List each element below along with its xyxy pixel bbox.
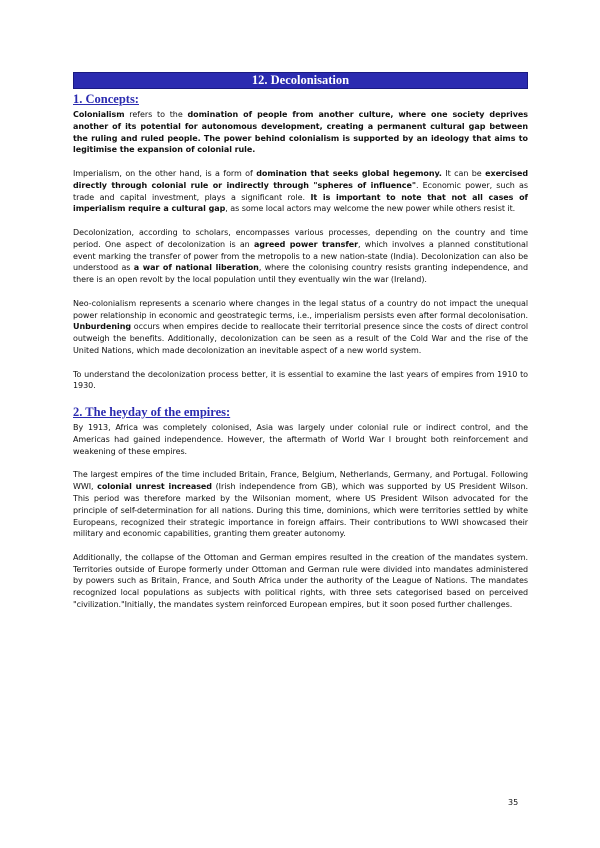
paragraph-largest-empires [73,469,528,540]
text-run: Imperialism, on the other hand, is a form of [73,168,257,178]
paragraph-understanding: To understand the decolonization process better, it is essential to examine the last years of empires from 1910 to 1930. [73,369,528,391]
paragraph-neo-colonialism [73,298,528,357]
chapter-title: 12. Decolonisation [73,72,528,89]
term-colonialism: Colonialism [73,110,125,119]
text-run: Decolonization, according to scholars, encompasses various processes, depending on the country and time period. One aspect of decolonization is an [73,227,528,249]
paragraph-imperialism [73,168,528,215]
bold-run: domination that seeks global hegemony. [256,168,442,178]
text-run: occurs when empires decide to reallocate their territorial presence since the costs of direct control outweigh the benefits. Additionally, decolonization can be seen as a result of the Cold War and the rise of the United Nations, which made decolonization an inevitable aspect of a new world system. [73,322,528,355]
bold-run: colonial unrest increased [97,482,212,492]
paragraph-mandates: Additionally, the collapse of the Ottoman and German empires resulted in the creation of the mandates system. Territories outside of Europe formerly under Ottoman and German rule were divided into mandates administered by powers such as Britain, France, and South Africa under the authority of the League of Nations. The mandates recognized local populations as subjects with political rights, with three sets categorised based on perceived "civilization."Initially, the mandates system reinforced European empires, but it soon posed further challenges. [73,552,528,610]
text-run: , as some local actors may welcome the new power while others resist it. [225,204,516,214]
paragraph-decolonization [73,227,528,286]
text-run: , which involves a planned constitutional event marking the transfer of power from the metropolis to a new nation-state (India). Decolonization can also be understood as [73,239,528,273]
bold-run: Unburdening [73,322,132,332]
page-body [73,72,528,611]
text-run: refers to the [124,110,188,119]
section-heading-concepts: 1. Concepts: [73,92,139,106]
bold-run: a war of national liberation [133,263,259,273]
paragraph-1913: By 1913, Africa was completely colonised, Asia was largely under colonial rule or indirect control, and the Americas had gained independence. However, the aftermath of World War I brought both reinforcement and weakening of these empires. [73,423,528,456]
text-run: , where the colonising country resists granting independence, and there is an open revolt by the local population until they eventually win the war (Ireland). [73,263,528,285]
text-run: . Economic power, such as trade and capital investment, plays a significant role. [73,180,528,202]
text-run: It can be [441,168,486,178]
bold-run: It is important to note that not all cases of imperialism require a cultural gap [73,192,528,214]
text-run: Neo-colonialism represents a scenario where changes in the legal status of a country do not impact the unequal power relationship in economic and geostrategic terms, i.e., imperialism persists even after formal decolonisation. [73,298,528,320]
text-run: (Irish independence from GB), which was supported by US President Wilson. This period was therefore marked by the Wilsonian moment, where US President Wilson advocated for the principle of self-determination for all nations. During this time, dominions, which were territories settled by white Europeans, recognized their strategic importance in foreign affairs. Their contributions to WWI showcased their military and economic capabilities, granting them greater autonomy. [73,482,528,539]
paragraph-colonialism [73,109,528,156]
section-heading-heyday: 2. The heyday of the empires: [73,405,231,420]
bold-run: agreed power transfer [253,239,359,249]
text-run: The largest empires of the time included Britain, France, Belgium, Netherlands, Germany, and Portugal. Following WWI, [73,470,528,492]
bold-run: exercised directly through colonial rule or indirectly through "spheres of influence" [73,168,528,190]
page-number: 35 [508,798,519,807]
bold-run: domination of people from another culture, where one society deprives another of its potential for autonomous development, creating a permanent cultural gap between the ruling and ruled people. The power behind colonialism is supported by an ideology that aims to legitimise the expansion of colonial rule. [73,110,528,155]
